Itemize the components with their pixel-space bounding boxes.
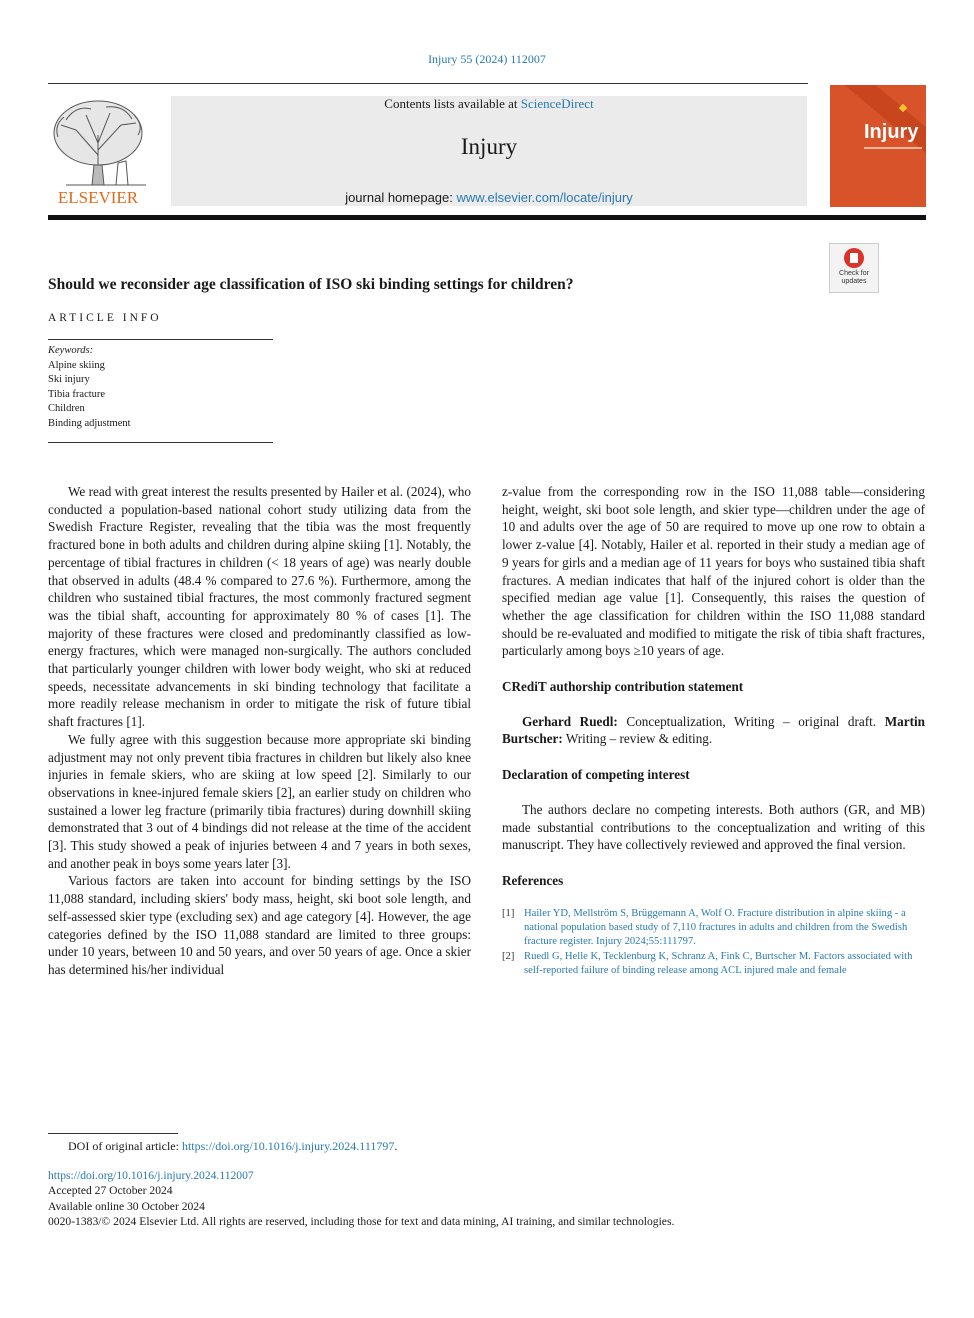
accepted-date: Accepted 27 October 2024 [48,1184,173,1198]
publisher-name: ELSEVIER [57,188,139,207]
reference-item[interactable] [502,907,925,949]
elsevier-tree-icon [46,95,150,207]
footnote-rule [48,1133,178,1134]
body-paragraph: We read with great interest the results presented by Hailer et al. (2024), who conducted a population-based national cohort study utilizing data from the Swedish Fracture Register, revealing that the tibia was the most frequently fractured bone in both adults and children during alpine skiing [1]. Notably, the percentage of tibial fractures in children (< 18 years of age) was nearly double that observed in adults (48.4 % compared to 27.6 %). Furthermore, among the children who sustained tibial fractures, the most commonly fractured segment was the tibial shaft, accounting for approximately 80 % of cases [1]. The majority of these fractures were closed and predominantly classified as low-energy fractures, which were managed non-surgically. The authors concluded that particularly younger children with lower body weight, who ski at reduced speeds, necessitate advancements in ski binding technology that facilitate a more readily release mechanism in order to mitigate the risk of future tibial shaft fractures [1]. [48,484,471,730]
contents-line [171,96,807,112]
keyword-item: Alpine skiing [48,359,105,371]
reference-item[interactable] [502,950,925,978]
check-updates-label: Check for updates [839,270,869,285]
credit-author: Gerhard Ruedl: [522,713,618,729]
cover-underline [864,147,922,149]
available-date: Available online 30 October 2024 [48,1199,205,1213]
credit-role: Conceptualization, Writing – original draft. [617,713,885,729]
doi-original-link[interactable]: https://doi.org/10.1016/j.injury.2024.111797 [181,1139,395,1153]
credit-statement [502,713,925,748]
journal-banner [171,96,807,206]
check-for-updates-button[interactable] [829,243,879,293]
keyword-item: Binding adjustment [48,417,131,429]
contents-prefix: Contents lists available at [384,96,521,111]
article-info-heading: ARTICLE INFO [48,312,162,324]
reference-number: [2] [502,950,515,962]
elsevier-logo[interactable] [46,95,150,207]
keywords-label: Keywords: [48,345,94,356]
doi-original-end: . [394,1139,398,1153]
body-paragraph: We fully agree with this suggestion because more appropriate ski binding adjustment may not only prevent tibia fractures in children but likely also knee injuries in female skiers, who are skiing at low speed [2]. Similarly to our observations in knee-injured female skiers [2], an earlier study on children who sustained a lower leg fracture (primarily tibia fractures) during downhill skiing demonstrated that 3 out of 4 bindings did not release at the time of the accident [3]. This study showed a peak of injuries between 4 and 7 years in both sexes, and another peak in boys some years later [3]. [48,731,471,871]
homepage-link[interactable]: www.elsevier.com/locate/injury [456,190,633,205]
journal-cover-image[interactable] [830,85,926,207]
right-column [502,483,925,979]
keywords-block [48,344,131,432]
original-article-doi [68,1139,397,1154]
bookmark-icon [844,248,864,268]
credit-author: Martin Burtscher: [502,713,926,747]
reference-text[interactable]: Ruedl G, Helle K, Tecklenburg K, Schranz A, Fink C, Burtscher M. Factors associated with self-reported failure of binding release among ACL injured male and female [524,950,913,976]
keywords-top-rule [48,339,273,340]
cover-title: Injury [864,121,919,143]
body-paragraph: z-value from the corresponding row in the ISO 11,088 table—considering height, weight, ski boot sole length, and skier type—children under the age of 10 and adults over the age of 50 are required to move up one row to obtain a lower z-value [4]. Notably, Hailer et al. reported in their study a median age of 9 years for girls and a median age of 11 years for boys who sustained tibia shaft fractures. A median indicates that half of the injured cohort is older than the specified median age value [1]. Consequently, this raises the question of whether the age classification for children within the ISO 11,088 standard should be re-evaluated and modified to mitigate the risk of tibia shaft fractures, particularly among boys ≥10 years of age. [502,484,925,659]
article-footer [48,1168,674,1230]
references-heading: References [502,872,564,888]
keywords-bottom-rule [48,442,273,443]
reference-number: [1] [502,907,515,919]
doi-link[interactable]: https://doi.org/10.1016/j.injury.2024.112007 [48,1169,254,1182]
keyword-item: Ski injury [48,374,90,386]
competing-statement: The authors declare no competing interests. Both authors (GR, and MB) made substantial contributions to the conceptualization and writing of this manuscript. They have collectively reviewed and approved the final version. [502,801,925,853]
credit-role: Writing – review & editing. [562,731,713,747]
sciencedirect-link[interactable]: ScienceDirect [520,96,594,111]
journal-citation[interactable]: Injury 55 (2024) 112007 [428,52,546,66]
keyword-item: Tibia fracture [48,388,106,400]
banner-bottom-rule [48,215,926,220]
copyright-line: 0020-1383/© 2024 Elsevier Ltd. All rights are reserved, including those for text and data mining, AI training, and similar technologies. [48,1215,675,1229]
doi-original-label: DOI of original article: [68,1139,182,1153]
left-column [48,483,471,979]
reference-list [502,907,925,978]
header-rule [48,83,808,84]
homepage-prefix: journal homepage: [345,190,457,205]
credit-heading: CRediT authorship contribution statement [502,679,744,695]
keyword-item: Children [48,403,85,415]
competing-heading: Declaration of competing interest [502,767,690,783]
reference-text[interactable]: Hailer YD, Mellström S, Brüggemann A, Wolf O. Fracture distribution in alpine skiing - a national population based study of 7,110 fractures in adults and children from the Swedish fracture register. Injury 2024;55:111797. [524,907,908,947]
homepage-line [171,190,807,205]
body-paragraph: Various factors are taken into account for binding settings by the ISO 11,088 standard, including skiers' body mass, height, ski boot sole length, and self-assessed skier type (excluding sex) and age category [4]. However, the age categories defined by the ISO 11,088 standard are limited to three groups: under 10 years, between 10 and 50 years, and over 50 years of age. Once a skier has determined his/her individual [48,873,471,977]
journal-name: Injury [460,134,518,159]
article-title: Should we reconsider age classification of ISO ski binding settings for children? [48,276,574,293]
